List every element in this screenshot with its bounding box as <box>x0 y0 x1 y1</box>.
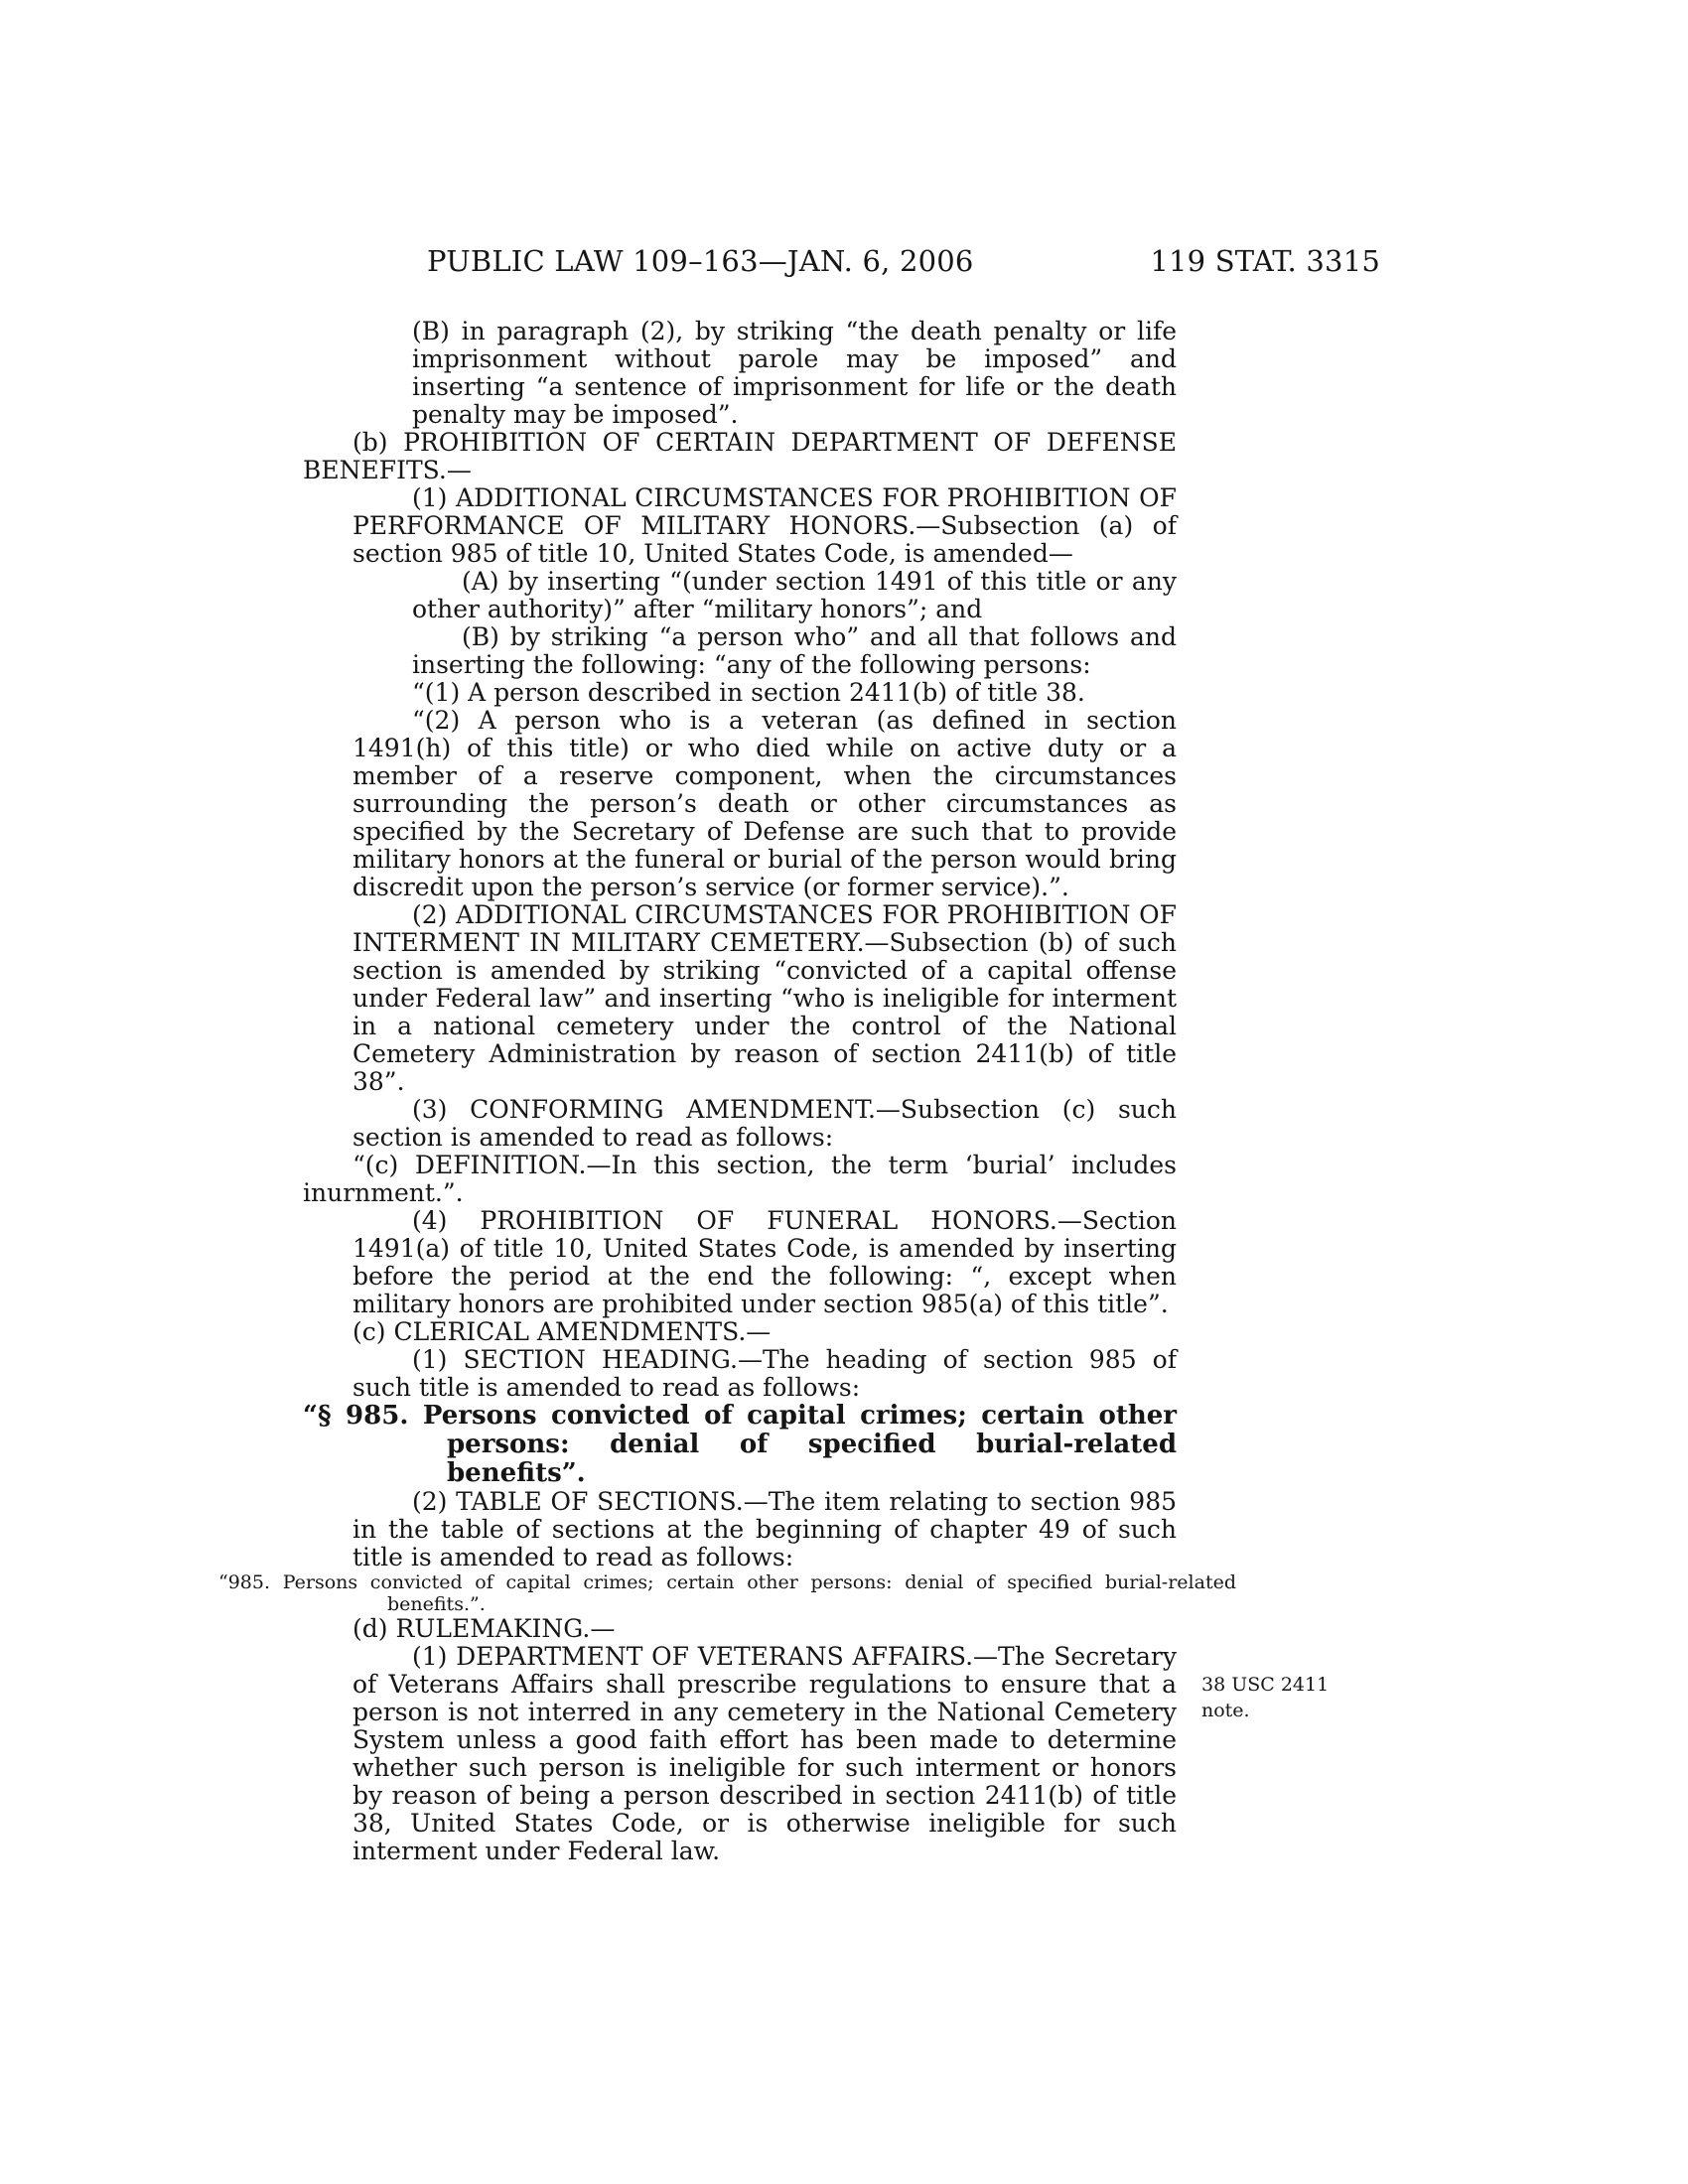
para-b3-text: —Subsection (c) such section is amended to read as follows: <box>352 1095 1178 1152</box>
header-stat-page: 119 STAT. 3315 <box>1150 244 1380 278</box>
subsection-b-heading: PROHIBITION OF CERTAIN DEPARTMENT OF DEFENSE BENEFITS.— <box>303 428 1177 484</box>
para-c1 <box>352 1346 1177 1402</box>
definition-heading: DEFINITION. <box>414 1151 587 1179</box>
para-c2 <box>352 1488 1177 1571</box>
para-b2-num: (2) <box>412 900 457 929</box>
para-b1-B: (B) by striking “a person who” and all that follows and inserting the following: “any of the following persons: <box>412 622 1177 679</box>
para-b4-text: —Section 1491(a) of title 10, United States Code, is amended by inserting before the period at the end the following: “, except when military honors are prohibited under section 985(a) of this title”. <box>352 1206 1177 1318</box>
definition-text: —In this section, the term ‘burial’ includes inurnment.”. <box>303 1151 1177 1207</box>
para-b4 <box>352 1207 1177 1318</box>
subsection-b <box>303 429 1177 484</box>
para-b2-text: —Subsection (b) of such section is amended by striking “convicted of a capital offense under Federal law” and inserting “who is ineligible for interment in a national cemetery under the control of the National Cemetery Administration by reason of section 2411(b) of title 38”. <box>352 928 1177 1096</box>
para-b1-text: —Subsection (a) of section 985 of title 10, United States Code, is amended— <box>352 511 1177 568</box>
header-public-law: PUBLIC LAW 109–163—JAN. 6, 2006 <box>427 244 974 278</box>
para-b-paragraph-2: (B) in paragraph (2), by striking “the death penalty or life imprisonment without parole may be imposed” and inserting “a sentence of imprisonment for life or the death penalty may be imposed”. <box>412 317 1177 429</box>
para-c2-num: (2) <box>412 1487 457 1516</box>
margin-citation-note <box>1201 1672 1340 1723</box>
subsection-d-num: (d) <box>352 1614 396 1643</box>
para-b1 <box>352 484 1177 568</box>
subsection-c-num: (c) <box>352 1317 394 1346</box>
para-b4-num: (4) <box>412 1206 481 1235</box>
para-b1-num: (1) <box>412 483 457 512</box>
para-c1-num: (1) <box>412 1345 464 1374</box>
running-header <box>427 244 1380 284</box>
para-b3-num: (3) <box>412 1095 471 1124</box>
table-of-sections-item: “985. Persons convicted of capital crimes; certain other persons: denial of specified burial-related benefits.”. <box>218 1571 1236 1615</box>
subsection-d <box>303 1615 1177 1643</box>
subsection-c <box>303 1318 1177 1346</box>
margin-note-line2: note. <box>1201 1700 1250 1721</box>
para-d1 <box>352 1643 1177 1865</box>
para-b2 <box>352 901 1177 1096</box>
para-c2-heading: TABLE OF SECTIONS. <box>456 1487 744 1516</box>
definition-num: “(c) <box>352 1151 415 1179</box>
section-985-heading: “§ 985. Persons convicted of capital crimes; certain other persons: denial of specified burial-related benefits”. <box>303 1401 1177 1488</box>
subsection-b-num: (b) <box>352 428 404 457</box>
para-d1-text: —The Secretary of Veterans Affairs shall prescribe regulations to ensure that a person is not interred in any cemetery in the National Cemetery System unless a good faith effort has been made to determine whether such person is ineligible for such interment or honors by reason of being a person described in section 2411(b) of title 38, United States Code, or is otherwise ineligible for such interment under Federal law. <box>352 1642 1177 1865</box>
quoted-item-2: “(2) A person who is a veteran (as defined in section 1491(h) of this title) or who died while on active duty or a member of a reserve component, when the circumstances surrounding the person’s death or other circumstances as specified by the Secretary of Defense are such that to provide military honors at the funeral or burial of the person would bring discredit upon the person’s service (or former service).”. <box>352 706 1177 901</box>
quoted-item-1: “(1) A person described in section 2411(b) of title 38. <box>412 678 1085 707</box>
para-b3-heading: CONFORMING AMENDMENT. <box>470 1095 876 1124</box>
para-b4-heading: PROHIBITION OF FUNERAL HONORS. <box>480 1206 1057 1235</box>
para-b1-heading: ADDITIONAL CIRCUMSTANCES FOR PROHIBITION OF PERFORMANCE OF MILITARY HONORS. <box>352 483 1177 540</box>
para-d1-heading: DEPARTMENT OF VETERANS AFFAIRS. <box>456 1642 974 1671</box>
para-c1-heading: SECTION HEADING. <box>463 1345 738 1374</box>
para-b3 <box>352 1096 1177 1152</box>
quoted-definition <box>303 1152 1177 1207</box>
para-c1-text: —The heading of section 985 of such title is amended to read as follows: <box>352 1345 1177 1402</box>
para-d1-num: (1) <box>412 1642 457 1671</box>
margin-note-line1: 38 USC 2411 <box>1201 1674 1330 1696</box>
para-b1-A: (A) by inserting “(under section 1491 of this title or any other authority)” after “military honors”; and <box>412 567 1177 623</box>
para-b2-heading: ADDITIONAL CIRCUMSTANCES FOR PROHIBITION OF INTERMENT IN MILITARY CEMETERY. <box>352 900 1177 957</box>
subsection-c-heading: CLERICAL AMENDMENTS.— <box>393 1317 772 1346</box>
para-c2-text: —The item relating to section 985 in the table of sections at the beginning of chapter 49 of such title is amended to read as follows: <box>352 1487 1178 1571</box>
subsection-d-heading: RULEMAKING.— <box>395 1614 616 1643</box>
